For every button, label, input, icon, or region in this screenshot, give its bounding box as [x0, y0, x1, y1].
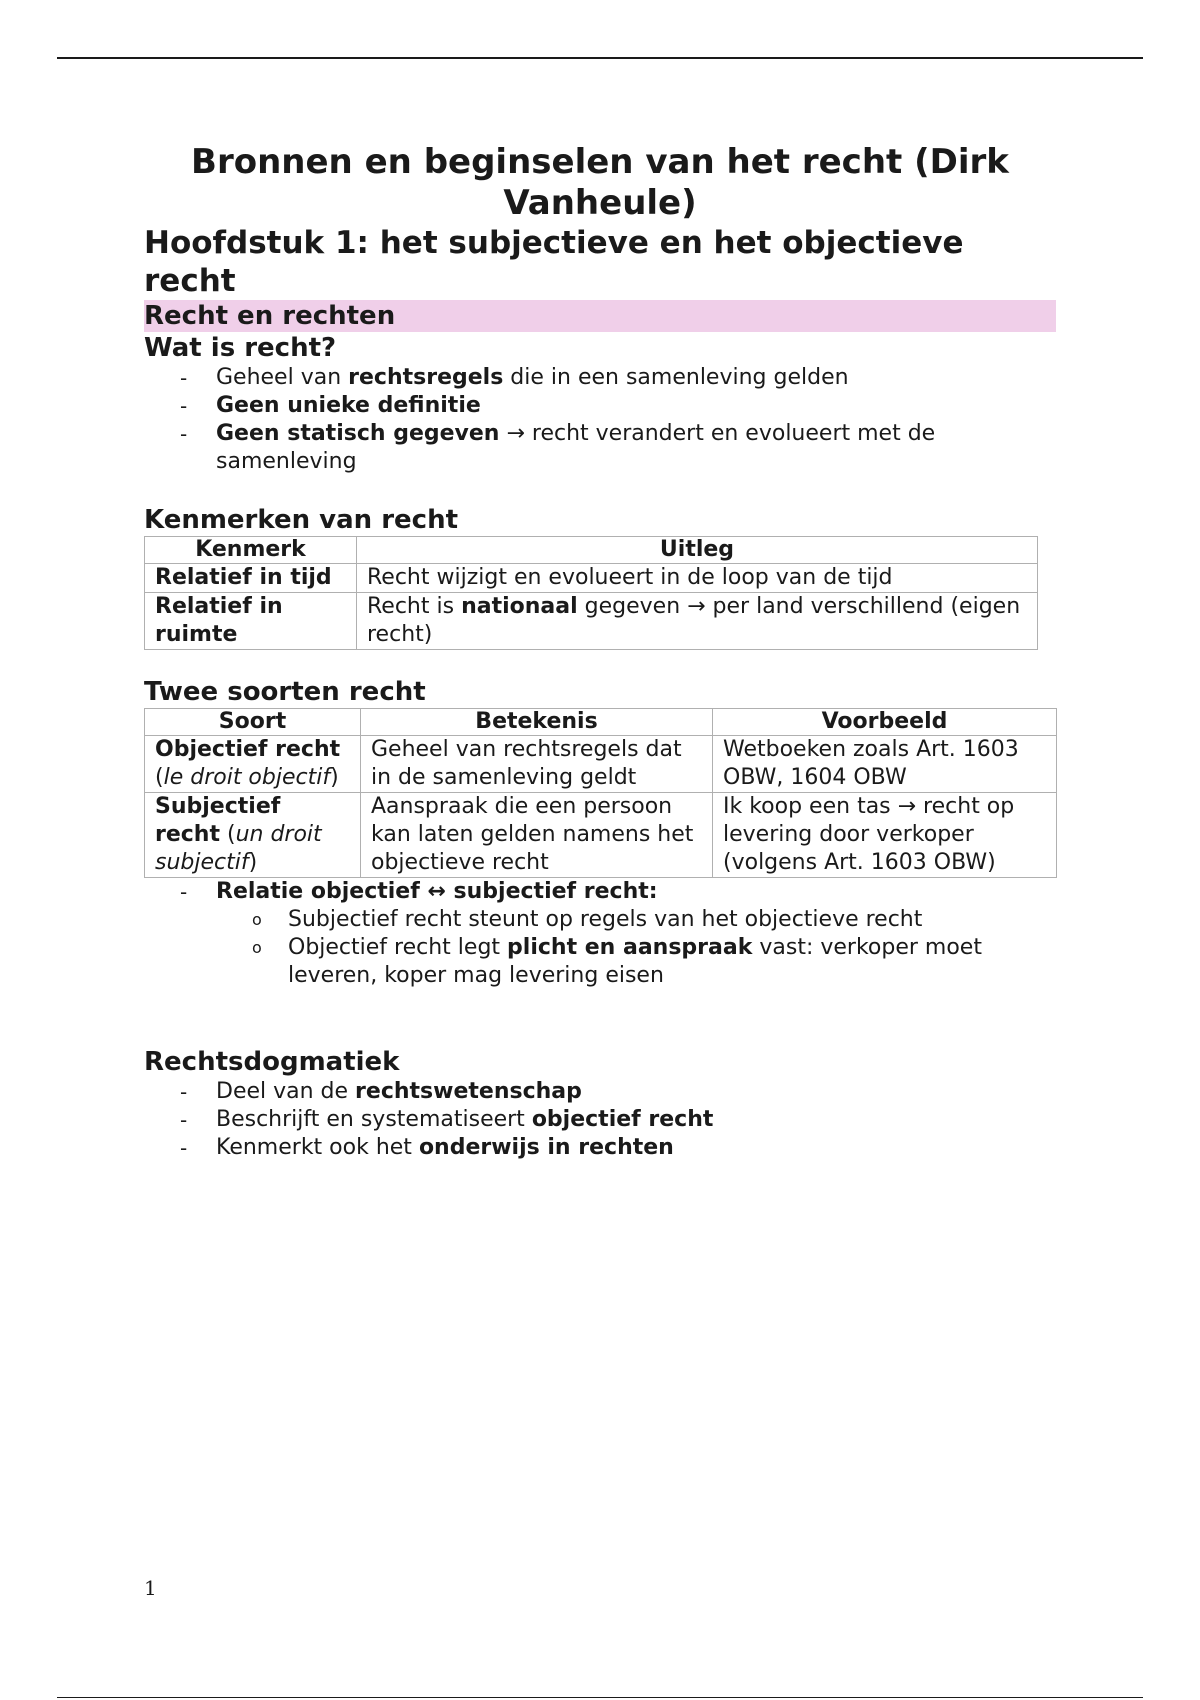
column-header: Kenmerk [145, 537, 357, 564]
list-item: - Kenmerkt ook het onderwijs in rechten [180, 1135, 674, 1160]
list-item: - Deel van de rechtswetenschap [180, 1079, 582, 1104]
table-cell: Recht wijzigt en evolueert in de loop van de tijd [357, 564, 1038, 593]
column-header: Voorbeeld [713, 709, 1057, 736]
table-cell: Recht is nationaal gegeven → per land verschillend (eigen recht) [357, 593, 1038, 650]
footer-rule [57, 1697, 1143, 1698]
column-header: Uitleg [357, 537, 1038, 564]
heading-kenmerken: Kenmerken van recht [144, 505, 459, 535]
list-relatie [144, 878, 1056, 906]
list-item: - Geheel van rechtsregels die in een samenleving gelden [180, 365, 849, 390]
list-rechtsdogmatiek [144, 1078, 1056, 1162]
section-title [144, 300, 1056, 332]
chapter-title: Hoofdstuk 1: het subjectieve en het objectieve recht [144, 225, 964, 299]
dash-marker: - [180, 1108, 188, 1132]
list-item: - Relatie objectief ↔ subjectief recht: [180, 879, 658, 904]
page-content [144, 142, 1056, 1162]
heading-rechtsdogmatiek: Rechtsdogmatiek [144, 1047, 400, 1077]
list-item: - Geen statisch gegeven → recht verandert en evolueert met de samenleving [180, 421, 936, 474]
dash-marker: - [180, 366, 188, 390]
list-relatie-sub [144, 906, 1056, 990]
heading-soorten: Twee soorten recht [144, 677, 426, 707]
table-header-row [145, 709, 1057, 736]
list-item: - Geen unieke definitie [180, 393, 481, 418]
document-title: Bronnen en beginselen van het recht (Dirk Vanheule) [191, 142, 1009, 223]
list-item: - Beschrijft en systematiseert objectief recht [180, 1107, 714, 1132]
list-item: o Objectief recht legt plicht en aanspraak vast: verkoper moet leveren, koper mag levering eisen [252, 935, 982, 988]
header-rule [57, 57, 1143, 59]
table-header-row [145, 537, 1038, 564]
list-item: o Subjectief recht steunt op regels van het objectieve recht [252, 907, 923, 932]
circle-marker: o [252, 938, 262, 957]
section-title-text: Recht en rechten [144, 300, 1056, 332]
table-cell: Ik koop een tas → recht op levering door verkoper (volgens Art. 1603 OBW) [713, 793, 1057, 878]
table-row [145, 793, 1057, 878]
table-cell: Aanspraak die een persoon kan laten gelden namens het objectieve recht [361, 793, 713, 878]
table-cell: Subjectief recht (un droit subjectif) [145, 793, 361, 878]
kenmerken-table [144, 536, 1038, 650]
column-header: Soort [145, 709, 361, 736]
heading-wat-is-recht: Wat is recht? [144, 333, 337, 363]
dash-marker: - [180, 880, 188, 904]
table-cell: Relatief in tijd [145, 564, 357, 593]
list-wat-is-recht [144, 364, 1056, 476]
table-cell: Wetboeken zoals Art. 1603 OBW, 1604 OBW [713, 736, 1057, 793]
table-cell: Relatief in ruimte [145, 593, 357, 650]
dash-marker: - [180, 1136, 188, 1160]
table-row [145, 593, 1038, 650]
table-row [145, 736, 1057, 793]
page-number: 1 [144, 1576, 157, 1600]
dash-marker: - [180, 394, 188, 418]
table-row [145, 564, 1038, 593]
dash-marker: - [180, 1080, 188, 1104]
dash-marker: - [180, 422, 188, 446]
column-header: Betekenis [361, 709, 713, 736]
soorten-table [144, 708, 1057, 878]
table-cell: Objectief recht (le droit objectif) [145, 736, 361, 793]
table-cell: Geheel van rechtsregels dat in de samenleving geldt [361, 736, 713, 793]
circle-marker: o [252, 910, 262, 929]
